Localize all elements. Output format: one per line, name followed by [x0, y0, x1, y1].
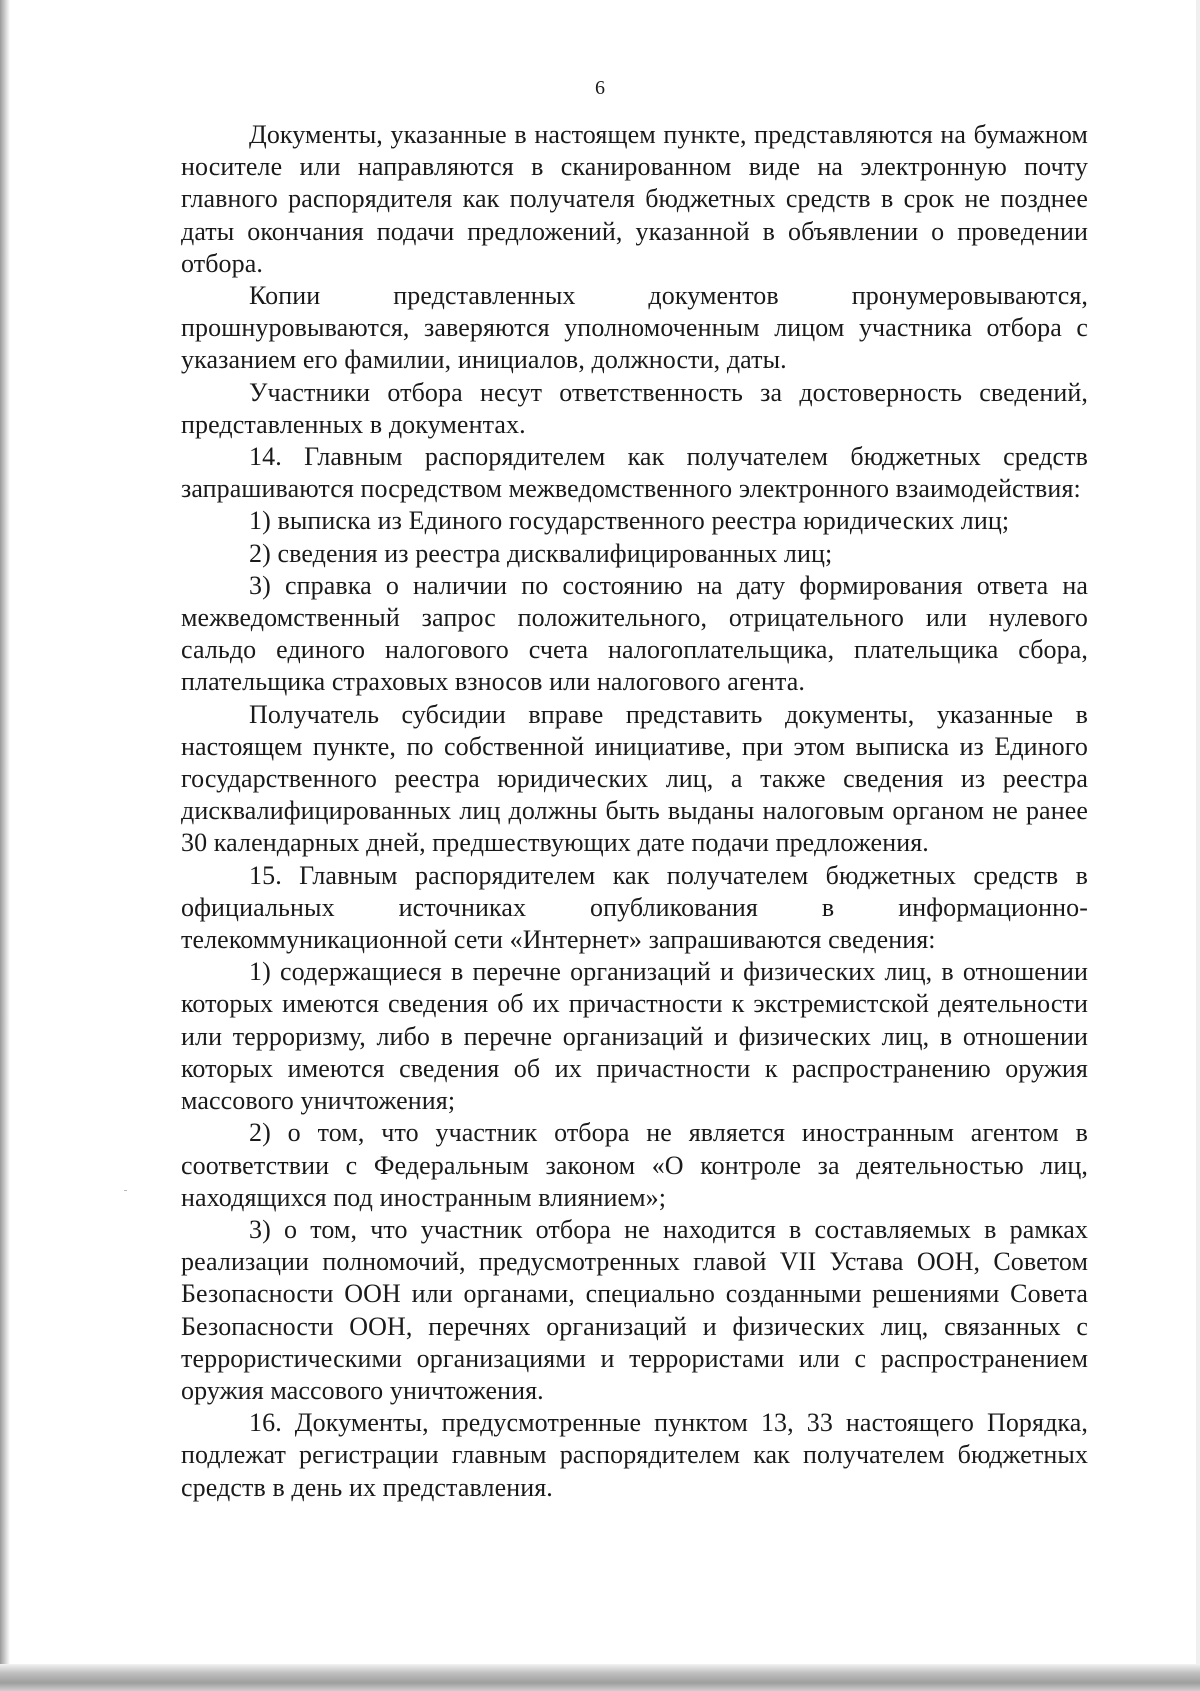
paragraph-item-15: 15. Главным распорядителем как получателем бюджетных средств в официальных источниках опубликования в информационно-телекоммуникационной сети «Интернет» запрашиваются сведения: — [181, 860, 1088, 955]
scan-shadow-right — [1196, 0, 1200, 1691]
list-item-15-2: 2) о том, что участник отбора не является иностранным агентом в соответствии с Федеральным законом «О контроле за деятельностью лиц, находящихся под иностранным влиянием»; — [181, 1118, 1088, 1212]
paragraph-recipient-initiative: Получатель субсидии вправе представить документы, указанные в настоящем пункте, по собственной инициативе, при этом выписка из Единого государственного реестра юридических лиц, а также сведения из реестра дисквалифицированных лиц должны быть выданы налоговым органом не ранее 30 календарных дней, предшествующих дате подачи предложения. — [181, 699, 1088, 858]
scan-shadow-bottom — [0, 1664, 1200, 1691]
document-body — [181, 119, 1088, 1504]
list-item-14-3: 3) справка о наличии по состоянию на дату формирования ответа на межведомственный запрос положительного, отрицательного или нулевого сальдо единого налогового счета налогоплательщика, плательщика сбора, плательщика страховых взносов или налогового агента. — [181, 570, 1088, 697]
list-item-15-3: 3) о том, что участник отбора не находится в составляемых в рамках реализации полномочий, предусмотренных главой VII Устава ООН, Советом Безопасности ООН или органами, специально созданными решениями Совета Безопасности ООН, перечнях организаций и физических лиц, связанных с террористическими организациями и террористами или с распространением оружия массового уничтожения. — [181, 1214, 1088, 1405]
page-number: 6 — [595, 77, 605, 99]
paragraph-item-14: 14. Главным распорядителем как получателем бюджетных средств запрашиваются посредством межведомственного электронного взаимодействия: — [181, 442, 1088, 504]
scan-speck — [124, 1190, 127, 1191]
paragraph-copies-certification: Копии представленных документов пронумеровываются, прошнуровываются, заверяются уполномоченным лицом участника отбора с указанием его фамилии, инициалов, должности, даты. — [181, 281, 1088, 375]
list-item-14-1: 1) выписка из Единого государственного реестра юридических лиц; — [249, 506, 1010, 536]
paragraph-documents-submission: Документы, указанные в настоящем пункте, представляются на бумажном носителе или направляются в сканированном виде на электронную почту главного распорядителя как получателя бюджетных средств в срок не позднее даты окончания подачи предложений, указанной в объявлении о проведении отбора. — [181, 120, 1088, 278]
paragraph-item-16: 16. Документы, предусмотренные пунктом 13, 33 настоящего Порядка, подлежат регистрации главным распорядителем как получателем бюджетных средств в день их представления. — [181, 1408, 1088, 1502]
list-item-15-1: 1) содержащиеся в перечне организаций и физических лиц, в отношении которых имеются сведения об их причастности к экстремистской деятельности или терроризму, либо в перечне организаций и физических лиц, в отношении которых имеются сведения об их причастности к распространению оружия массового уничтожения; — [181, 957, 1088, 1116]
paragraph-participants-responsibility: Участники отбора несут ответственность за достоверность сведений, представленных в документах. — [181, 377, 1088, 439]
list-item-14-2: 2) сведения из реестра дисквалифицированных лиц; — [249, 538, 833, 568]
scan-shadow-left — [0, 0, 10, 1691]
